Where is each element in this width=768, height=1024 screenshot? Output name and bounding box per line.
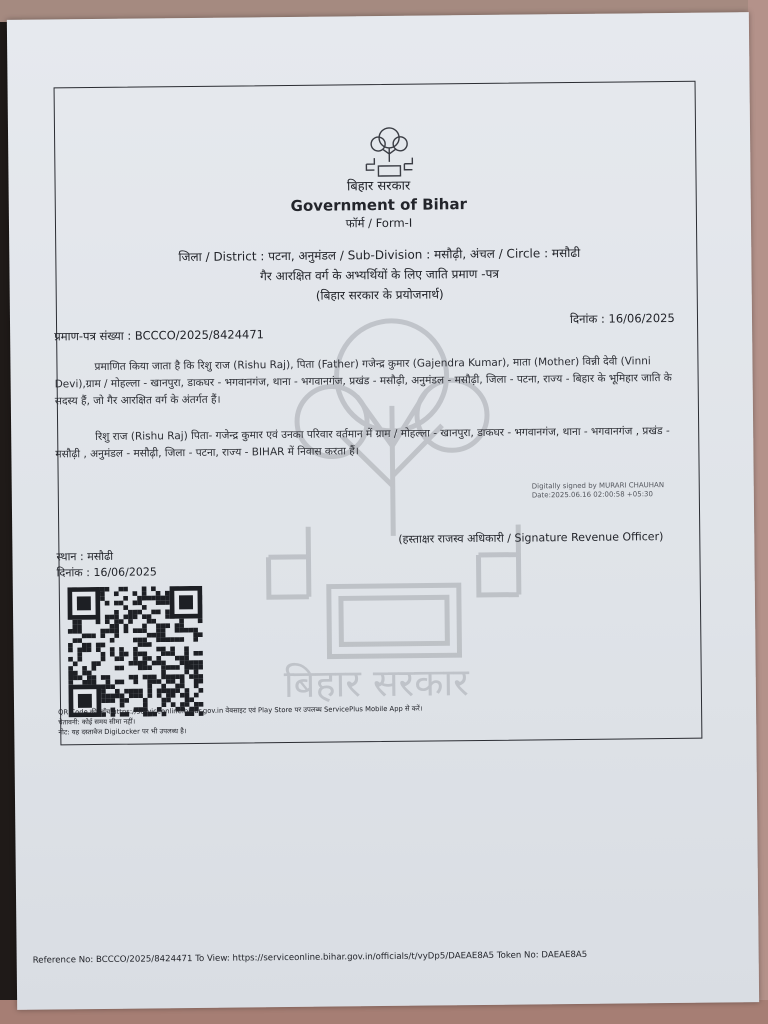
date-top: दिनांक : 16/06/2025 xyxy=(569,310,675,327)
certificate-paragraph-2: रिशु राज (Rishu Raj) पिता- गजेन्द्र कुमार एवं उनका परिवार वर्तमान में ग्राम / मोहल्ला - खानपुरा, डाकघर - भगवानगंज, थाना - भगवानगंज , प्रखंड - मसौढ़ी , अनुमंडल - मसौढ़ी, जिला - पटना, राज्य - BIHAR में निवास करता हैं। xyxy=(55,424,670,461)
certificate-title: गैर आरक्षित वर्ग के अभ्यर्थियों के लिए जाति प्रमाण -पत्र xyxy=(259,266,500,284)
digital-signature-date: Date:2025.06.16 02:00:58 +05:30 xyxy=(531,490,653,500)
state-name-hindi: बिहार सरकार xyxy=(346,178,411,195)
watermark-text: बिहार सरकार xyxy=(283,660,470,707)
state-name-english: Government of Bihar xyxy=(290,195,468,215)
certificate-paragraph-1: प्रमाणित किया जाता है कि रिशु राज (Rishu Raj), पिता (Father) गजेन्द्र कुमार (Gajendra Kumar), माता (Mother) विन्नी देवी (Vinni Devi),ग्राम / मोहल्ला - खानपुरा, डाकघर - भगवानगंज, थाना - भगवानगंज, प्रखंड - मसौढ़ी, अनुमंडल - मसौढ़ी, जिला - पटना, राज्य - बिहार के भूमिहार जाति के सदस्य हैं, जो गैर आरक्षित वर्ग के अंतर्गत हैं। xyxy=(54,355,672,408)
bodhi-tree-watermark-icon xyxy=(246,284,540,697)
warning-note: चेतावनी: कोई समय सीमा नहीं। xyxy=(58,717,136,727)
reference-footer: Reference No: BCCCO/2025/8424471 To View: https://serviceonline.bihar.gov.in/officials/t/vyDp5/DAEAE8A5 Token No: DAEAE8A5 xyxy=(32,949,588,966)
certificate-number: प्रमाण-पत्र संख्या : BCCCO/2025/8424471 xyxy=(54,327,265,344)
signature-officer: (हस्ताक्षर राजस्व अधिकारी / Signature Revenue Officer) xyxy=(398,530,664,546)
qr-verification-note: QR Code की जाँच https://serviceonline.bihar.gov.in वेबसाइट एवं Play Store पर उपलब्ध ServicePlus Mobile App से करें। xyxy=(58,704,423,717)
location-line: जिला / District : पटना, अनुमंडल / Sub-Division : मसौढ़ी, अंचल / Circle : मसौढी xyxy=(178,245,581,265)
issue-date: दिनांक : 16/06/2025 xyxy=(56,565,157,580)
bodhi-tree-emblem-icon xyxy=(362,124,417,181)
certificate-purpose: (बिहार सरकार के प्रयोजनार्थ) xyxy=(315,287,444,303)
digital-signature-name: Digitally signed by MURARI CHAUHAN xyxy=(531,481,665,491)
qr-code xyxy=(67,586,204,717)
digilocker-note: नोट: यह दस्तावेज DigiLocker पर भी उपलब्ध है। xyxy=(58,727,187,737)
form-number: फॉर्म / Form-I xyxy=(345,215,413,231)
certificate-paper xyxy=(7,12,759,1010)
place-line: स्थान : मसौढी xyxy=(56,549,114,564)
